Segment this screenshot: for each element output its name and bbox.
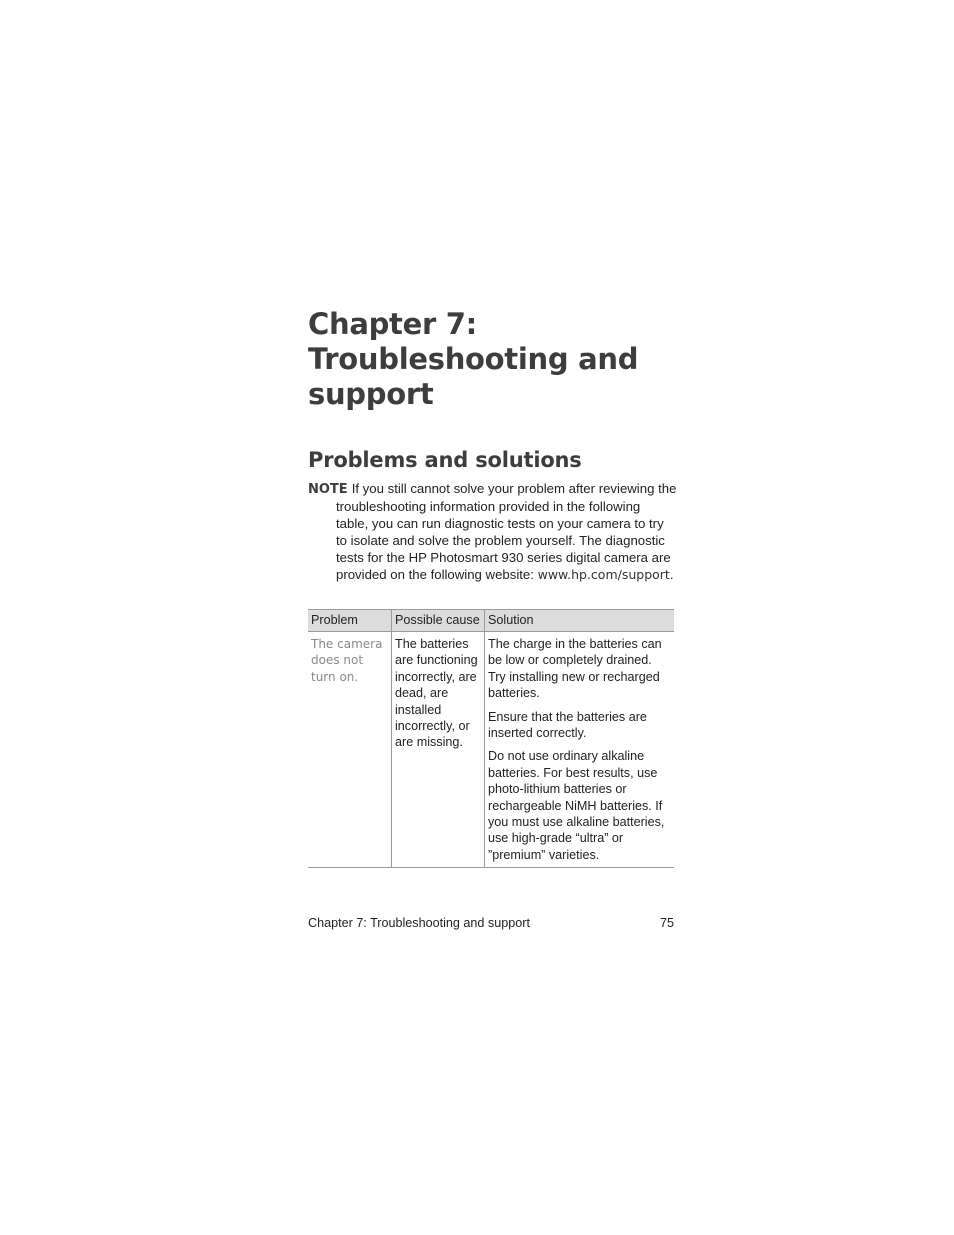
footer-chapter-label: Chapter 7: Troubleshooting and support xyxy=(308,916,530,930)
header-possible-cause: Possible cause xyxy=(392,610,485,632)
table-row xyxy=(308,632,674,868)
solution-paragraph: Ensure that the batteries are inserted correctly. xyxy=(488,709,647,741)
note-label: NOTE xyxy=(308,482,348,497)
troubleshooting-table xyxy=(308,609,674,868)
chapter-title xyxy=(308,307,728,412)
header-problem: Problem xyxy=(308,610,392,632)
solution-paragraph: Do not use ordinary alkaline batteries. For best results, use photo-lithium batteries or rechargeable NiMH batteries. If you must use alkaline batteries, use high-grade “ultra” or ”premium” varieties. xyxy=(488,749,665,862)
chapter-title-line: Chapter 7: xyxy=(308,307,477,341)
solution-paragraph: The charge in the batteries can be low or completely drained. Try installing new or recharged batteries. xyxy=(488,637,662,701)
note-text: If you still cannot solve your problem after reviewing the xyxy=(351,481,677,496)
note-line: troubleshooting information provided in the following xyxy=(336,499,641,514)
problem-text: The camera does not turn on. xyxy=(311,637,383,684)
note-line: tests for the HP Photosmart 930 series digital camera are xyxy=(336,550,671,565)
note-block xyxy=(308,480,676,583)
note-text: provided on the following website: xyxy=(336,567,538,582)
page-number: 75 xyxy=(659,916,674,930)
note-line xyxy=(308,566,676,583)
note-line xyxy=(308,480,676,498)
note-line: table, you can run diagnostic tests on your camera to try xyxy=(336,516,664,531)
section-title: Problems and solutions xyxy=(308,448,582,472)
table-header-row xyxy=(308,610,674,632)
problem-cell xyxy=(308,632,392,868)
note-text: . xyxy=(669,567,674,582)
solution-cell xyxy=(485,632,675,868)
header-solution: Solution xyxy=(485,610,675,632)
cause-cell: The batteries are functioning incorrectly, are dead, are installed incorrectly, or are missing. xyxy=(392,632,485,868)
note-line: to isolate and solve the problem yourself. The diagnostic xyxy=(336,533,665,548)
support-url-link[interactable]: www.hp.com/support xyxy=(537,567,670,582)
chapter-title-line: support xyxy=(308,377,434,411)
chapter-title-line: Troubleshooting and xyxy=(308,342,639,376)
